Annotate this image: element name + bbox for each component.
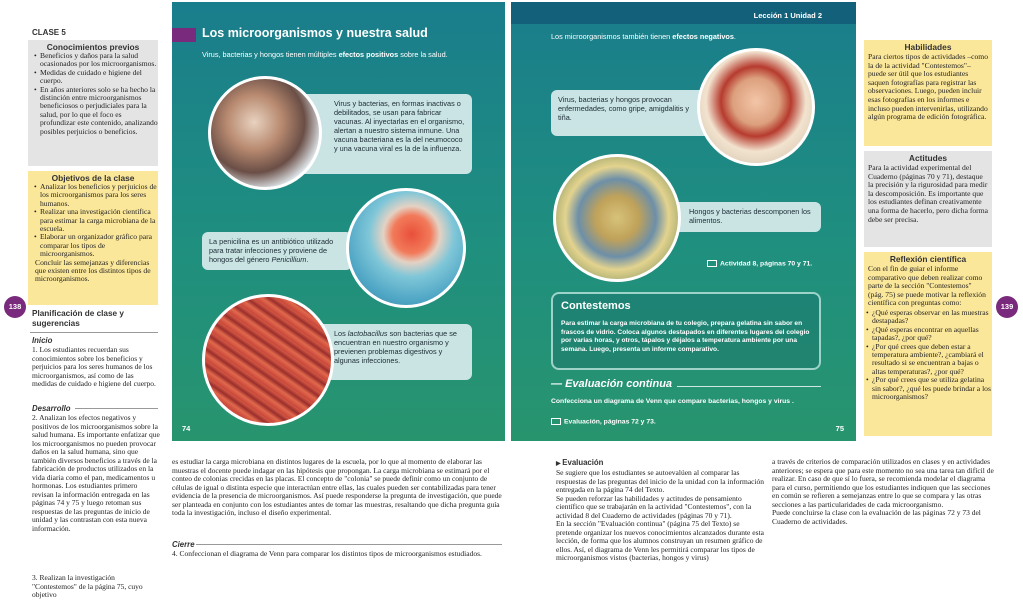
planificacion-title: Planificación de clase y sugerencias xyxy=(32,309,124,328)
mold-photo xyxy=(553,154,681,282)
conocimientos-box xyxy=(28,40,158,166)
actividad-8-ref: Actividad 8, páginas 70 y 71. xyxy=(707,260,812,267)
objetivos-extra: Concluir las semejanzas y diferencias que existen entre los distintos tipos de microorganismos. xyxy=(35,257,151,284)
habilidades-title: Habilidades xyxy=(904,42,952,52)
bottom-col1: es estudiar la carga microbiana en distintos lugares de la escuela, por lo que al momento de elaborar las muestras el docente puede indagar en las hipótesis que propongan. La carga microbiana se estimará por el conteo de colonias crecidas en las placas. El concepto de "colonia" se puede definir como un conjunto de células de igual o distinta especie que interactúan entre ellas, las cuales pueden ser contabilizadas para tener evidencia de la presencia de microorganismos. Así puede responderse la pregunta de investigación, que puede ser planteada en conjunto con los estudiantes antes de tomar las muestras, resaltando que dicha pregunta guía toda la investigación, incluso el diseño experimental. xyxy=(172,457,502,517)
page-subtitle: Virus, bacterias y hongos tienen múltiples efectos positivos sobre la salud. xyxy=(202,50,448,59)
page-number-138: 138 xyxy=(4,296,26,318)
evaluacion-title: — Evaluación continua xyxy=(551,378,673,390)
actitudes-text: Para la actividad experimental del Cuaderno (páginas 70 y 71), destaque la precisión y la rigurosidad para medir la descomposición. Es importante que los estudiantes definan creativamente una forma de hacerlo, pero dicha forma debe ser precisa. xyxy=(868,163,988,224)
actitudes-title: Actitudes xyxy=(908,153,948,163)
objetivos-box xyxy=(28,171,158,305)
book-icon xyxy=(707,260,717,267)
habilidades-box xyxy=(864,40,992,146)
vaccine-photo xyxy=(208,76,322,190)
penicillin-panel: La penicilina es un antibiótico utilizado para tratar infecciones y proviene de hongos del género Penicillium. xyxy=(202,232,352,270)
book-page-74 xyxy=(172,2,505,441)
reflexion-item: • ¿Qué esperas observar en las muestras destapadas? xyxy=(866,309,992,326)
actitudes-box xyxy=(864,151,992,247)
sick-child-photo xyxy=(697,48,815,166)
desarrollo-item-3: 3. Realizan la investigación "Contestemos" de la página 75, cuyo objetivo xyxy=(32,573,143,599)
book-page-75 xyxy=(511,2,856,441)
objetivos-item: • Realizar una investigación científica para estimar la carga microbiana de la escuela. xyxy=(34,208,158,233)
reflexion-list xyxy=(864,309,992,401)
reflexion-item: • ¿Por qué crees que se utiliza gelatina sin sabor?, ¿qué les puede brindar a los microorganismos? xyxy=(866,376,992,401)
cierre-item: 4. Confeccionan el diagrama de Venn para comparar los distintos tipos de microorganismos estudiados. xyxy=(172,549,482,558)
conocimientos-item: • Beneficios y daños para la salud ocasionados por los microorganismos. xyxy=(34,52,158,69)
contestemos-box xyxy=(551,292,821,370)
vaccine-panel: Virus y bacterias, en formas inactivas o debilitados, se usan para fabricar vacunas. Al inyectarlas en el organismo, alertan a nuestro sistema inmune. Una vacuna bacteriana es la del neumococo y una vacuna viral es la de la influenza. xyxy=(272,94,472,174)
objetivos-item: • Elaborar un organizador gráfico para comparar los tipos de microorganismos. xyxy=(34,233,158,258)
contestemos-title: Contestemos xyxy=(561,300,631,312)
reflexion-item: • ¿Qué esperas encontrar en aquellas tapadas?, ¿por qué? xyxy=(866,326,992,343)
habilidades-text: Para ciertos tipos de actividades –como la de la actividad "Contestemos"– puede ser útil que los estudiantes saquen fotografías para registrar las observaciones. Luego, pueden incluir esas fotografías en los informes e incluso pueden intervenirlas, utilizando algún programa de edición fotográfica. xyxy=(868,52,988,122)
inicio-item: 1. Los estudiantes recuerdan sus conocimientos sobre los beneficios y perjuicios para los seres humanos de los microorganismos, así como de las medidas de cuidado e higiene del cuerpo. xyxy=(32,345,156,388)
desarrollo-item-2: 2. Analizan los efectos negativos y positivos de los microorganismos sobre la salud humana. Es importante enfatizar que los microorganismos no pueden provocar daños en la salud humana, sino que también diversos beneficios a través de la fabricación de productos utilizados en la vida diaria como el pan, medicamentos u hormonas. Los estudiantes primero revisan la información entregada en las páginas 74 y 75 y luego retoman sus respuestas de las preguntas de inicio de unidad y las contrastan con esta nueva información. xyxy=(32,413,160,533)
conocimientos-item: • Medidas de cuidado e higiene del cuerpo. xyxy=(34,69,158,86)
bottom-col3: a través de criterios de comparación utilizados en clases y en actividades anteriores; se espera que para este momento no sea una tarea tan difícil de realizar. En caso de que sí lo fuera, se recomienda modelar el diagrama para el curso, permitiendo que los estudiantes indiquen que las secciones en común se refieren a semejanzas entre lo que se compara y las otras secciones a las particularidades de cada microorganismo. Puede concluirse la clase con la evaluación de las páginas 72 y 73 del Cuaderno de actividades. xyxy=(772,457,994,526)
reflexion-title: Reflexión científica xyxy=(889,254,967,264)
page-title: Los microorganismos y nuestra salud xyxy=(202,26,428,40)
page-number-139: 139 xyxy=(996,296,1018,318)
evaluacion-heading: ▶ Evaluación xyxy=(556,458,604,467)
objetivos-list xyxy=(28,183,158,259)
page-number-74: 74 xyxy=(182,424,191,433)
evaluacion-text: Confecciona un diagrama de Venn que compare bacterias, hongos y virus . xyxy=(551,398,794,405)
lactobacillus-panel: Los lactobacillus son bacterias que se encuentran en nuestro organismo y previenen problemas digestivos y algunas infecciones. xyxy=(282,324,472,380)
conocimientos-item: • En años anteriores solo se ha hecho la distinción entre microorganismos beneficiosos o perjudiciales para la salud, por lo que el foco es profundizar este contenido, analizando posibles perjuicios o beneficios. xyxy=(34,86,158,136)
reflexion-item: • ¿Por qué crees que deben estar a temperatura ambiente?, ¿cambiará el resultado si se encuentran a bajas o altas temperaturas?, ¿por qué? xyxy=(866,343,992,377)
contestemos-text: Para estimar la carga microbiana de tu colegio, prepara gelatina sin sabor en frascos de vidrio. Coloca algunos destapados en diferentes lugares del colegio por varias horas, y otros, tápalos y déjalos a temperatura ambiente por una semana. Luego, presenta un informe comparativo. xyxy=(561,320,810,353)
evaluacion-ref: Evaluación, páginas 72 y 73. xyxy=(551,418,656,425)
objetivos-title: Objetivos de la clase xyxy=(51,173,135,183)
objetivos-item: • Analizar los beneficios y perjuicios de los microorganismos para los seres humanos. xyxy=(34,183,158,208)
disease-panel: Virus, bacterias y hongos provocan enfermedades, como gripe, amigdalitis y tiña. xyxy=(551,90,711,136)
reflexion-box xyxy=(864,252,992,436)
petri-dish-photo xyxy=(346,188,466,308)
lactobacillus-photo xyxy=(202,294,334,426)
decompose-panel: Hongos y bacterias descomponen los alimentos. xyxy=(641,202,821,232)
desarrollo-heading: Desarrollo xyxy=(32,404,71,413)
reflexion-text: Con el fin de guiar el informe comparativo que deben realizar como parte de la sección "Contestemos" (pág. 75) se puede motivar la reflexión científica con preguntas como: xyxy=(868,264,986,308)
class-label: CLASE 5 xyxy=(32,28,66,37)
negative-intro: Los microorganismos también tienen efectos negativos. xyxy=(551,32,736,41)
bottom-col2: Se sugiere que los estudiantes se autoevalúen al comparar las respuestas de las preguntas del inicio de la unidad con la información entregada en la página 74 del Texto. Se pueden reforzar las habilidades y actitudes de pensamiento científico que se trabajarán en la actividad "Contestemos", con la actividad 8 del Cuaderno de actividades (páginas 70 y 71). En la sección "Evaluación continua" (página 75 del Texto) se pretende organizar los nuevos conocimientos alcanzados durante esta lección, de forma que los alumnos construyan un resumen gráfico de ellos. Así, el diagrama de Venn les permitirá comparar los tipos de microorganismos vistos (bacterias, hongos y virus) xyxy=(556,468,765,562)
inicio-heading: Inicio xyxy=(32,336,53,345)
page-number-75: 75 xyxy=(835,424,844,433)
conocimientos-list xyxy=(28,52,158,136)
lesson-header: Lección 1 Unidad 2 xyxy=(753,11,822,20)
conocimientos-title: Conocimientos previos xyxy=(46,42,140,52)
cierre-heading: Cierre xyxy=(172,540,195,549)
book-icon xyxy=(551,418,561,425)
